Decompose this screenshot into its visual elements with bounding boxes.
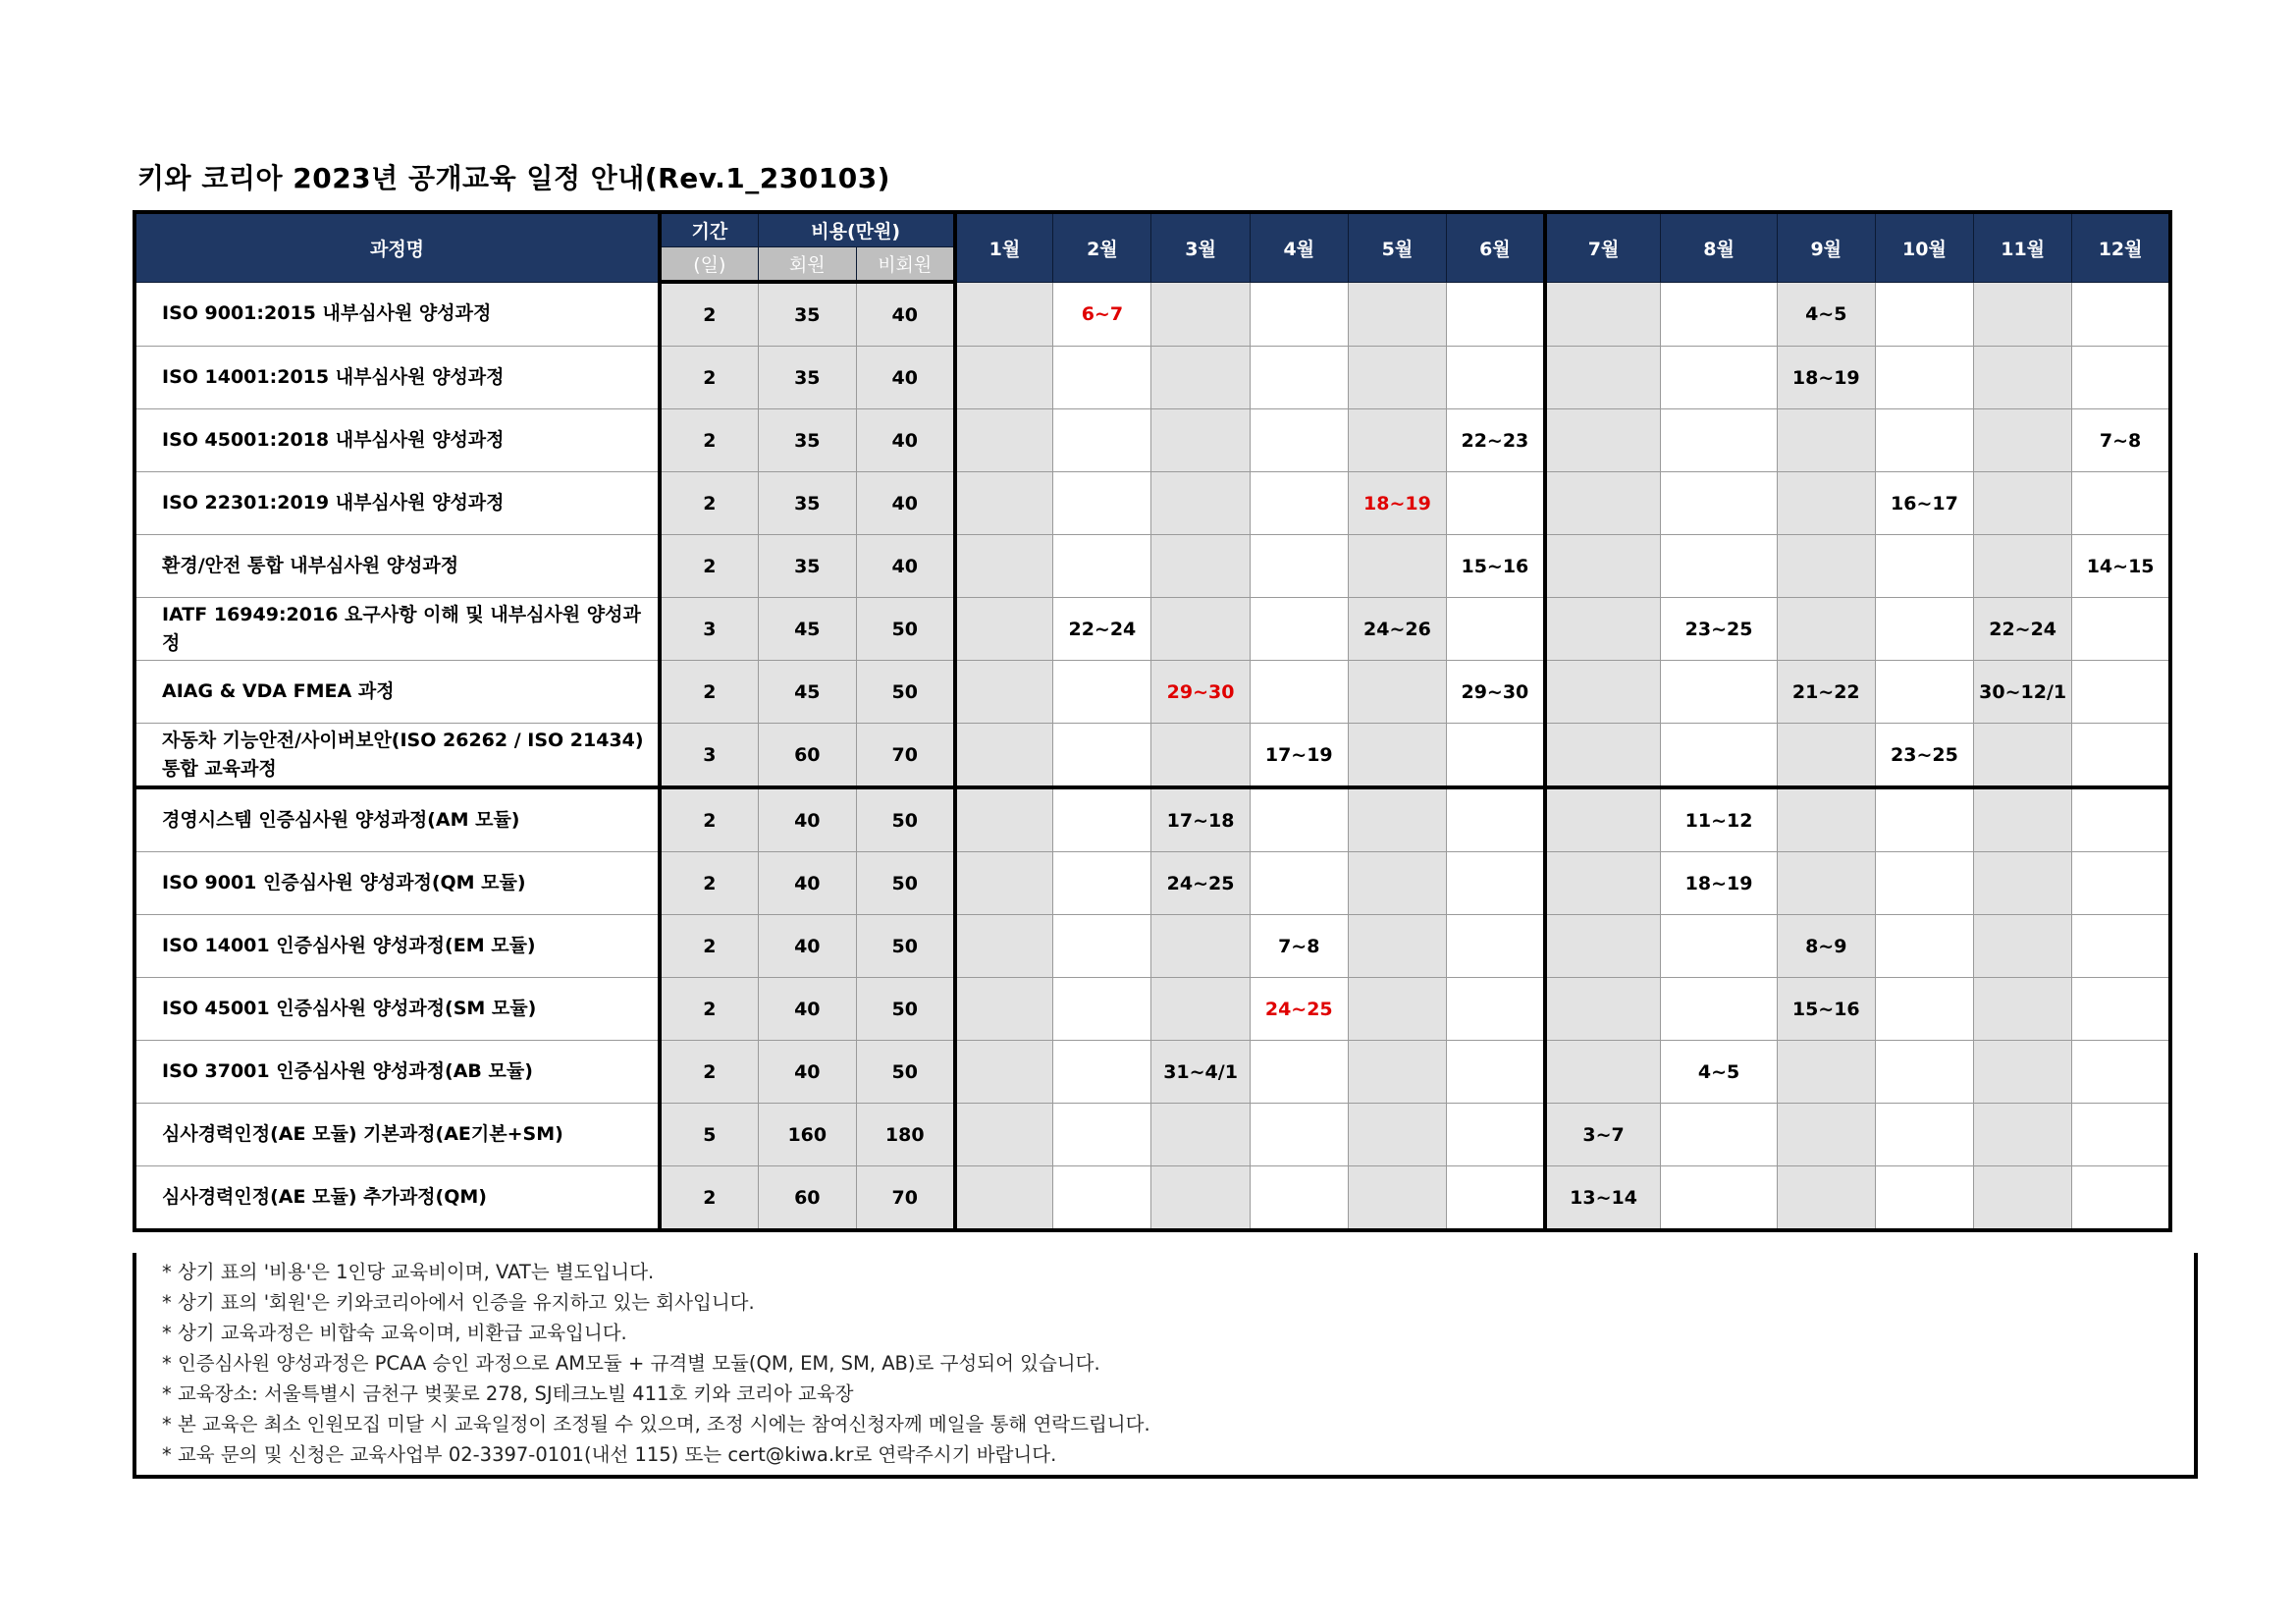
month-cell: 4~5: [1777, 282, 1875, 347]
month-cell: [2072, 852, 2170, 915]
month-cell: [1053, 915, 1151, 978]
course-days: 2: [660, 282, 758, 347]
month-cell: [1151, 409, 1250, 472]
course-days: 2: [660, 409, 758, 472]
table-row: [134, 409, 2170, 472]
month-cell: [1875, 1041, 1973, 1104]
fee-member: 40: [758, 915, 856, 978]
course-days: 2: [660, 347, 758, 409]
month-cell: [1348, 787, 1446, 852]
month-cell: [2072, 787, 2170, 852]
fee-non-member: 40: [856, 347, 954, 409]
month-cell: [1447, 915, 1545, 978]
month-cell: [1974, 787, 2072, 852]
month-cell: [1151, 915, 1250, 978]
month-cell: [1053, 724, 1151, 788]
month-cell: [1777, 409, 1875, 472]
month-cell: [1250, 1041, 1348, 1104]
header-period-unit: (일): [660, 247, 758, 283]
month-cell: [1545, 724, 1661, 788]
course-name: 심사경력인정(AE 모듈) 추가과정(QM): [134, 1166, 660, 1231]
month-cell: [1447, 978, 1545, 1041]
course-days: 2: [660, 787, 758, 852]
month-cell: 4~5: [1661, 1041, 1777, 1104]
month-cell: 3~7: [1545, 1104, 1661, 1166]
month-cell: 16~17: [1875, 472, 1973, 535]
month-cell: [1151, 1166, 1250, 1231]
fee-non-member: 50: [856, 1041, 954, 1104]
table-row: [134, 282, 2170, 347]
month-cell: [1545, 472, 1661, 535]
month-cell: [1447, 852, 1545, 915]
month-cell: 18~19: [1348, 472, 1446, 535]
course-days: 3: [660, 724, 758, 788]
month-cell: 13~14: [1545, 1166, 1661, 1231]
month-cell: [1545, 787, 1661, 852]
header-month: 7월: [1545, 212, 1661, 282]
month-cell: [1151, 978, 1250, 1041]
month-cell: [1545, 915, 1661, 978]
note-line: * 상기 표의 '회원'은 키와코리아에서 인증을 유지하고 있는 회사입니다.: [162, 1291, 755, 1314]
course-days: 2: [660, 915, 758, 978]
month-cell: [1053, 1104, 1151, 1166]
month-cell: 7~8: [2072, 409, 2170, 472]
month-cell: [955, 661, 1053, 724]
month-cell: 8~9: [1777, 915, 1875, 978]
month-cell: [1777, 787, 1875, 852]
header-month: 8월: [1661, 212, 1777, 282]
note-line: * 상기 교육과정은 비합숙 교육이며, 비환급 교육입니다.: [162, 1322, 627, 1344]
month-cell: [1974, 724, 2072, 788]
course-name: ISO 22301:2019 내부심사원 양성과정: [134, 472, 660, 535]
month-cell: [1777, 1104, 1875, 1166]
fee-member: 35: [758, 535, 856, 598]
month-cell: [1875, 915, 1973, 978]
month-cell: [1545, 852, 1661, 915]
month-cell: [955, 1104, 1053, 1166]
header-month: 2월: [1053, 212, 1151, 282]
table-row: [134, 1166, 2170, 1231]
month-cell: [1348, 915, 1446, 978]
fee-non-member: 70: [856, 1166, 954, 1231]
month-cell: [2072, 598, 2170, 661]
month-cell: [1974, 347, 2072, 409]
month-cell: [1250, 1166, 1348, 1231]
course-days: 2: [660, 1041, 758, 1104]
month-cell: [1545, 409, 1661, 472]
fee-non-member: 50: [856, 661, 954, 724]
table-row: [134, 1041, 2170, 1104]
fee-non-member: 40: [856, 535, 954, 598]
month-cell: [1053, 535, 1151, 598]
month-cell: [1875, 787, 1973, 852]
course-name: IATF 16949:2016 요구사항 이해 및 내부심사원 양성과정: [134, 598, 660, 661]
month-cell: 18~19: [1661, 852, 1777, 915]
course-days: 3: [660, 598, 758, 661]
month-cell: [1545, 282, 1661, 347]
table-row: [134, 535, 2170, 598]
header-period: 기간: [660, 212, 758, 247]
month-cell: [1545, 535, 1661, 598]
course-days: 2: [660, 978, 758, 1041]
month-cell: 11~12: [1661, 787, 1777, 852]
table-row: [134, 347, 2170, 409]
month-cell: 24~25: [1151, 852, 1250, 915]
month-cell: [1661, 1104, 1777, 1166]
header-member: 회원: [758, 247, 856, 283]
month-cell: 24~26: [1348, 598, 1446, 661]
month-cell: [2072, 1104, 2170, 1166]
month-cell: [1250, 787, 1348, 852]
month-cell: [2072, 347, 2170, 409]
month-cell: [1661, 347, 1777, 409]
month-cell: [1053, 661, 1151, 724]
course-days: 5: [660, 1104, 758, 1166]
fee-member: 45: [758, 661, 856, 724]
table-row: [134, 724, 2170, 788]
month-cell: [1053, 1166, 1151, 1231]
month-cell: 23~25: [1875, 724, 1973, 788]
month-cell: 7~8: [1250, 915, 1348, 978]
month-cell: [955, 787, 1053, 852]
month-cell: 24~25: [1250, 978, 1348, 1041]
course-name: 자동차 기능안전/사이버보안(ISO 26262 / ISO 21434) 통합 교육과정: [134, 724, 660, 788]
month-cell: [1974, 282, 2072, 347]
fee-member: 35: [758, 472, 856, 535]
month-cell: [1151, 535, 1250, 598]
month-cell: [1777, 598, 1875, 661]
course-name: ISO 14001 인증심사원 양성과정(EM 모듈): [134, 915, 660, 978]
course-days: 2: [660, 1166, 758, 1231]
month-cell: [1974, 1104, 2072, 1166]
month-cell: [1250, 535, 1348, 598]
month-cell: [2072, 978, 2170, 1041]
course-name: ISO 37001 인증심사원 양성과정(AB 모듈): [134, 1041, 660, 1104]
month-cell: [1777, 535, 1875, 598]
fee-non-member: 50: [856, 915, 954, 978]
table-row: [134, 598, 2170, 661]
course-name: ISO 14001:2015 내부심사원 양성과정: [134, 347, 660, 409]
note-line: * 상기 표의 '비용'은 1인당 교육비이며, VAT는 별도입니다.: [162, 1261, 655, 1283]
course-days: 2: [660, 535, 758, 598]
month-cell: [1151, 472, 1250, 535]
month-cell: [2072, 1041, 2170, 1104]
month-cell: [1974, 1166, 2072, 1231]
month-cell: [1875, 978, 1973, 1041]
month-cell: [1875, 535, 1973, 598]
month-cell: [1348, 1104, 1446, 1166]
month-cell: [1447, 282, 1545, 347]
month-cell: [1348, 409, 1446, 472]
fee-non-member: 50: [856, 598, 954, 661]
month-cell: [1348, 1166, 1446, 1231]
month-cell: [1250, 1104, 1348, 1166]
month-cell: [1545, 661, 1661, 724]
month-cell: [1053, 852, 1151, 915]
table-row: [134, 915, 2170, 978]
fee-non-member: 40: [856, 282, 954, 347]
fee-member: 40: [758, 787, 856, 852]
month-cell: [1545, 347, 1661, 409]
month-cell: [1348, 535, 1446, 598]
fee-non-member: 50: [856, 787, 954, 852]
month-cell: [1250, 409, 1348, 472]
month-cell: [1348, 852, 1446, 915]
month-cell: [955, 282, 1053, 347]
month-cell: [1348, 1041, 1446, 1104]
month-cell: [955, 347, 1053, 409]
fee-non-member: 50: [856, 978, 954, 1041]
month-cell: [1661, 535, 1777, 598]
table-row: [134, 472, 2170, 535]
month-cell: [1974, 1041, 2072, 1104]
course-days: 2: [660, 661, 758, 724]
month-cell: [1875, 282, 1973, 347]
month-cell: [955, 598, 1053, 661]
fee-member: 35: [758, 347, 856, 409]
page-title: 키와 코리아 2023년 공개교육 일정 안내(Rev.1_230103): [137, 162, 890, 194]
course-name: ISO 9001:2015 내부심사원 양성과정: [134, 282, 660, 347]
fee-member: 35: [758, 409, 856, 472]
month-cell: 29~30: [1151, 661, 1250, 724]
month-cell: [1250, 347, 1348, 409]
course-days: 2: [660, 852, 758, 915]
month-cell: [1250, 282, 1348, 347]
month-cell: [1777, 1166, 1875, 1231]
fee-member: 60: [758, 724, 856, 788]
month-cell: 23~25: [1661, 598, 1777, 661]
month-cell: [955, 852, 1053, 915]
month-cell: [2072, 661, 2170, 724]
month-cell: [955, 978, 1053, 1041]
month-cell: [955, 535, 1053, 598]
month-cell: [1250, 598, 1348, 661]
notes-box: [133, 1253, 2198, 1479]
month-cell: 31~4/1: [1151, 1041, 1250, 1104]
course-days: 2: [660, 472, 758, 535]
month-cell: [955, 1166, 1053, 1231]
month-cell: [1250, 852, 1348, 915]
month-cell: [1151, 598, 1250, 661]
month-cell: 17~19: [1250, 724, 1348, 788]
month-cell: [1661, 661, 1777, 724]
note-line: * 본 교육은 최소 인원모집 미달 시 교육일정이 조정될 수 있으며, 조정 시에는 참여신청자께 메일을 통해 연락드립니다.: [162, 1413, 1150, 1435]
table-row: [134, 787, 2170, 852]
month-cell: [1447, 347, 1545, 409]
month-cell: [1053, 409, 1151, 472]
month-cell: [1974, 915, 2072, 978]
month-cell: [1250, 661, 1348, 724]
fee-member: 60: [758, 1166, 856, 1231]
month-cell: 29~30: [1447, 661, 1545, 724]
course-name: 경영시스템 인증심사원 양성과정(AM 모듈): [134, 787, 660, 852]
month-cell: [2072, 472, 2170, 535]
month-cell: [1875, 347, 1973, 409]
month-cell: [1053, 787, 1151, 852]
table-row: [134, 852, 2170, 915]
month-cell: [1875, 852, 1973, 915]
course-name: ISO 9001 인증심사원 양성과정(QM 모듈): [134, 852, 660, 915]
month-cell: [955, 1041, 1053, 1104]
month-cell: [1348, 661, 1446, 724]
month-cell: [1447, 724, 1545, 788]
month-cell: 6~7: [1053, 282, 1151, 347]
month-cell: [1777, 852, 1875, 915]
month-cell: [1545, 1041, 1661, 1104]
month-cell: [1053, 347, 1151, 409]
month-cell: [2072, 282, 2170, 347]
month-cell: [1447, 1166, 1545, 1231]
month-cell: [1053, 1041, 1151, 1104]
month-cell: [1661, 409, 1777, 472]
month-cell: 22~24: [1053, 598, 1151, 661]
month-cell: 22~23: [1447, 409, 1545, 472]
month-cell: [1661, 282, 1777, 347]
month-cell: [1151, 282, 1250, 347]
header-month: 11월: [1974, 212, 2072, 282]
header-month: 12월: [2072, 212, 2170, 282]
course-name: ISO 45001:2018 내부심사원 양성과정: [134, 409, 660, 472]
month-cell: [1661, 978, 1777, 1041]
month-cell: [1974, 535, 2072, 598]
month-cell: [1348, 347, 1446, 409]
month-cell: [1974, 852, 2072, 915]
month-cell: [1777, 472, 1875, 535]
month-cell: [1348, 978, 1446, 1041]
course-name: AIAG & VDA FMEA 과정: [134, 661, 660, 724]
month-cell: 15~16: [1447, 535, 1545, 598]
month-cell: [955, 472, 1053, 535]
month-cell: [955, 724, 1053, 788]
note-line: * 교육 문의 및 신청은 교육사업부 02-3397-0101(내선 115) 또는 cert@kiwa.kr로 연락주시기 바랍니다.: [162, 1443, 1057, 1466]
month-cell: [1974, 978, 2072, 1041]
month-cell: [955, 915, 1053, 978]
month-cell: [955, 409, 1053, 472]
month-cell: [1875, 1166, 1973, 1231]
month-cell: 18~19: [1777, 347, 1875, 409]
month-cell: [1151, 724, 1250, 788]
table-row: [134, 1104, 2170, 1166]
month-cell: [1661, 1166, 1777, 1231]
month-cell: 14~15: [2072, 535, 2170, 598]
header-month: 6월: [1447, 212, 1545, 282]
course-name: ISO 45001 인증심사원 양성과정(SM 모듈): [134, 978, 660, 1041]
month-cell: [2072, 724, 2170, 788]
month-cell: [1545, 978, 1661, 1041]
month-cell: [1447, 1104, 1545, 1166]
month-cell: [1875, 1104, 1973, 1166]
header-month: 1월: [955, 212, 1053, 282]
month-cell: [1661, 472, 1777, 535]
month-cell: [1447, 1041, 1545, 1104]
course-name: 환경/안전 통합 내부심사원 양성과정: [134, 535, 660, 598]
fee-member: 45: [758, 598, 856, 661]
month-cell: [1661, 724, 1777, 788]
month-cell: [1053, 978, 1151, 1041]
month-cell: 21~22: [1777, 661, 1875, 724]
fee-non-member: 50: [856, 852, 954, 915]
fee-non-member: 70: [856, 724, 954, 788]
table-row: [134, 978, 2170, 1041]
month-cell: [1777, 1041, 1875, 1104]
fee-non-member: 180: [856, 1104, 954, 1166]
fee-member: 35: [758, 282, 856, 347]
header-fee: 비용(만원): [758, 212, 954, 247]
fee-non-member: 40: [856, 409, 954, 472]
month-cell: [1151, 1104, 1250, 1166]
month-cell: [1447, 472, 1545, 535]
header-month: 9월: [1777, 212, 1875, 282]
month-cell: [1974, 409, 2072, 472]
month-cell: [1974, 472, 2072, 535]
month-cell: [1661, 915, 1777, 978]
month-cell: [1151, 347, 1250, 409]
month-cell: [1777, 724, 1875, 788]
header-course: 과정명: [134, 212, 660, 282]
fee-member: 40: [758, 852, 856, 915]
month-cell: [1545, 598, 1661, 661]
schedule-table: [133, 210, 2172, 1232]
header-non-member: 비회원: [856, 247, 954, 283]
fee-non-member: 40: [856, 472, 954, 535]
header-month: 10월: [1875, 212, 1973, 282]
fee-member: 40: [758, 978, 856, 1041]
month-cell: 15~16: [1777, 978, 1875, 1041]
header-month: 5월: [1348, 212, 1446, 282]
header-month: 3월: [1151, 212, 1250, 282]
month-cell: [1250, 472, 1348, 535]
month-cell: 22~24: [1974, 598, 2072, 661]
month-cell: [1447, 787, 1545, 852]
month-cell: [1053, 472, 1151, 535]
month-cell: 17~18: [1151, 787, 1250, 852]
header-month: 4월: [1250, 212, 1348, 282]
month-cell: [1348, 724, 1446, 788]
month-cell: [2072, 915, 2170, 978]
course-name: 심사경력인정(AE 모듈) 기본과정(AE기본+SM): [134, 1104, 660, 1166]
month-cell: [2072, 1166, 2170, 1231]
note-line: * 인증심사원 양성과정은 PCAA 승인 과정으로 AM모듈 + 규격별 모듈(QM, EM, SM, AB)로 구성되어 있습니다.: [162, 1352, 1100, 1375]
month-cell: [1875, 598, 1973, 661]
month-cell: [1348, 282, 1446, 347]
month-cell: [1447, 598, 1545, 661]
month-cell: [1875, 661, 1973, 724]
month-cell: [1875, 409, 1973, 472]
fee-member: 40: [758, 1041, 856, 1104]
note-line: * 교육장소: 서울특별시 금천구 벚꽃로 278, SJ테크노빌 411호 키와 코리아 교육장: [162, 1382, 854, 1405]
month-cell: 30~12/1: [1974, 661, 2072, 724]
table-row: [134, 661, 2170, 724]
fee-member: 160: [758, 1104, 856, 1166]
